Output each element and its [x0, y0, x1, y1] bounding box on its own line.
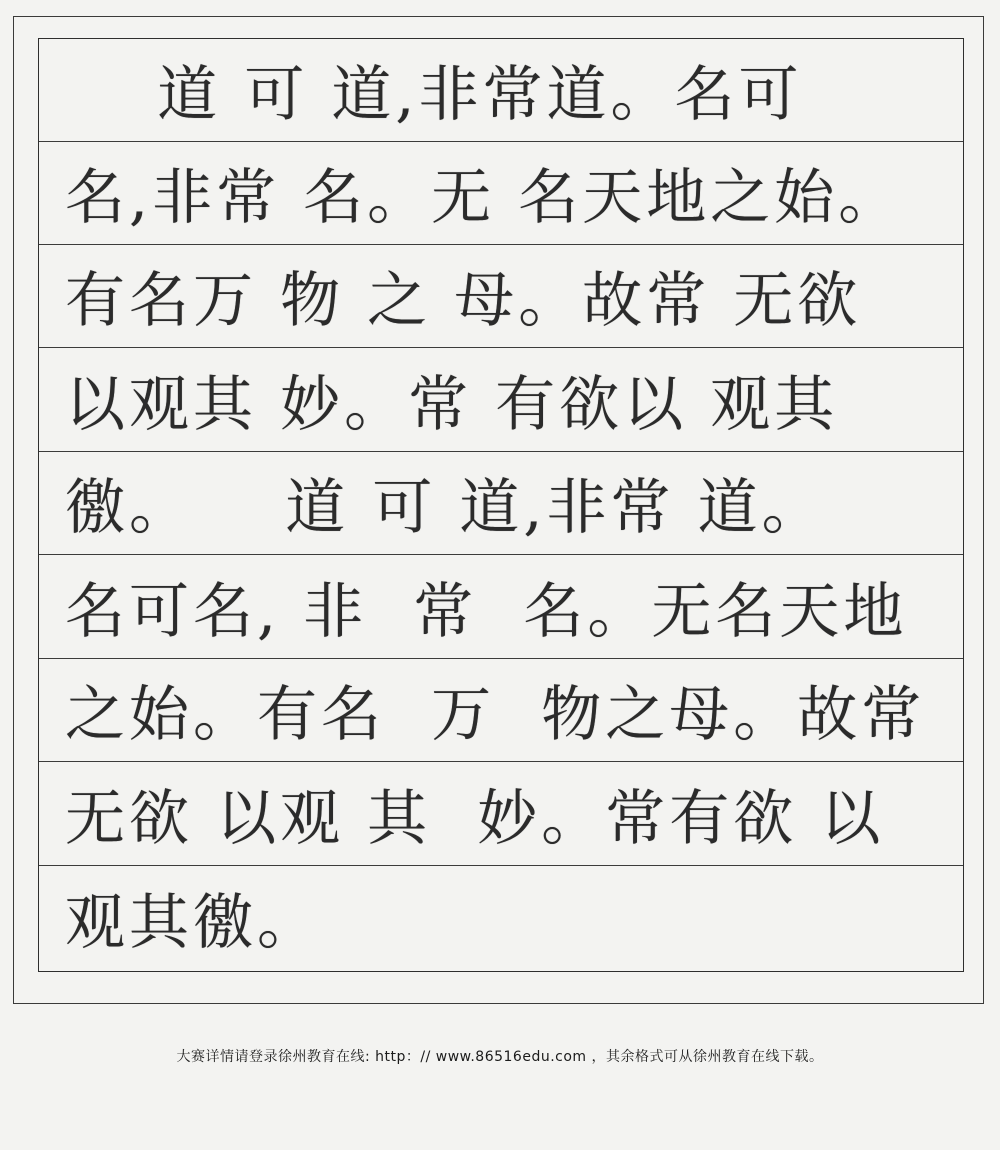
- writing-line: [39, 452, 963, 555]
- writing-line: [39, 659, 963, 762]
- handwritten-line-text: 观其徼。: [65, 888, 321, 958]
- writing-line: [39, 142, 963, 245]
- handwritten-line-text: 名可名, 非 常 名。无名天地: [65, 577, 908, 647]
- handwritten-line-text: 无欲 以观 其 妙。常有欲 以: [65, 784, 885, 854]
- footer-instruction-note: 大赛详情请登录徐州教育在线: http：// www.86516edu.com ，其余格式可从徐州教育在线下载。: [176, 1049, 824, 1065]
- lined-writing-sheet: [38, 38, 964, 972]
- writing-line: [39, 763, 963, 866]
- handwritten-line-text: 徼。 道 可 道,非常 道。: [65, 473, 826, 543]
- handwritten-line-text: 有名万 物 之 母。故常 无欲: [65, 266, 862, 336]
- writing-line: [39, 556, 963, 659]
- writing-line: [39, 867, 963, 970]
- handwritten-line-text: 之始。有名 万 物之母。故常: [65, 680, 926, 750]
- handwritten-line-text: 名,非常 名。无 名天地之始。: [65, 163, 903, 233]
- writing-line: [39, 39, 963, 142]
- handwritten-line-text: 道 可 道,非常道。名可: [65, 60, 803, 130]
- handwritten-line-text: 以观其 妙。常 有欲以 观其: [65, 370, 839, 440]
- writing-line: [39, 245, 963, 348]
- writing-line: [39, 349, 963, 452]
